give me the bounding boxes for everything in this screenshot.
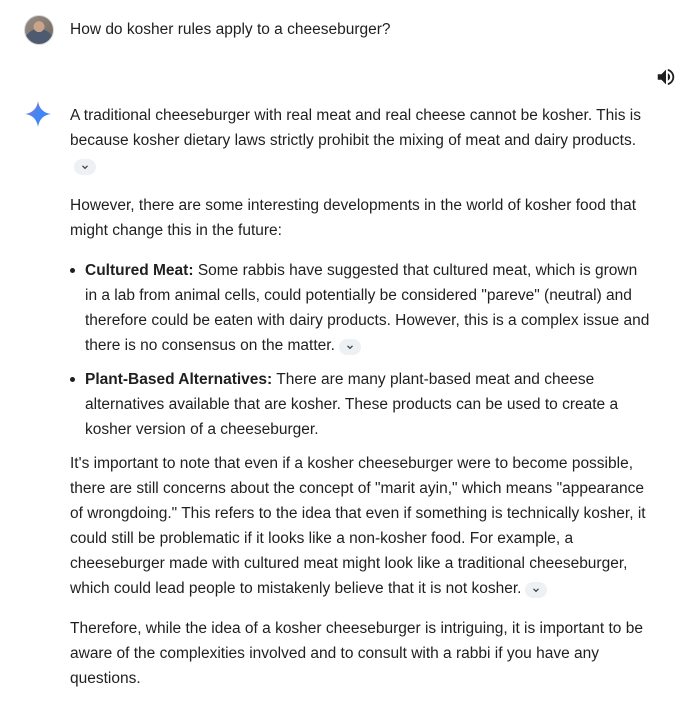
chevron-down-icon: [345, 342, 355, 352]
user-prompt: How do kosher rules apply to a cheeseburger?: [70, 21, 391, 38]
bullet-list: [70, 258, 650, 442]
response-paragraph: However, there are some interesting developments in the world of kosher food that might change this in the future:: [70, 197, 637, 239]
response-body: [70, 103, 650, 691]
bullet-title: Cultured Meat:: [85, 262, 194, 279]
user-message-row: [24, 15, 54, 45]
response-paragraph: A traditional cheeseburger with real meat and real cheese cannot be kosher. This is because kosher dietary laws strictly prohibit the mixing of meat and dairy products.: [70, 103, 650, 178]
chevron-down-icon: [80, 162, 90, 172]
response-paragraph: It's important to note that even if a kosher cheeseburger were to become possible, there are still concerns about the concept of "marit ayin," which means "appearance of wrongdoing." This refers to the idea that even if something is technically kosher, it could still be problematic if it looks like a non-kosher food. For example, a cheeseburger made with cultured meat might look like a traditional cheeseburger, which could lead people to mistakenly believe that it is not kosher.: [70, 455, 646, 597]
bullet-text: Some rabbis have suggested that cultured meat, which is grown in a lab from animal cells, could potentially be considered "pareve" (neutral) and therefore could be eaten with dairy products. However, this is a complex issue and there is no consensus on the matter.: [85, 262, 650, 354]
expand-sources-chip[interactable]: [339, 339, 361, 355]
gemini-sparkle-icon: [25, 101, 51, 127]
speaker-icon[interactable]: [655, 66, 677, 88]
expand-sources-chip[interactable]: [74, 159, 96, 175]
list-item: [70, 367, 650, 442]
expand-sources-chip[interactable]: [525, 582, 547, 598]
response-paragraph: Therefore, while the idea of a kosher cheeseburger is intriguing, it is important to be aware of the complexities involved and to consult with a rabbi if you have any questions.: [70, 620, 643, 687]
chevron-down-icon: [531, 585, 541, 595]
user-avatar: [24, 15, 54, 45]
list-item: [70, 258, 650, 358]
bullet-title: Plant-Based Alternatives:: [85, 371, 273, 388]
bullet-text: There are many plant-based meat and cheese alternatives available that are kosher. These products can be used to create a kosher version of a cheeseburger.: [85, 371, 619, 438]
